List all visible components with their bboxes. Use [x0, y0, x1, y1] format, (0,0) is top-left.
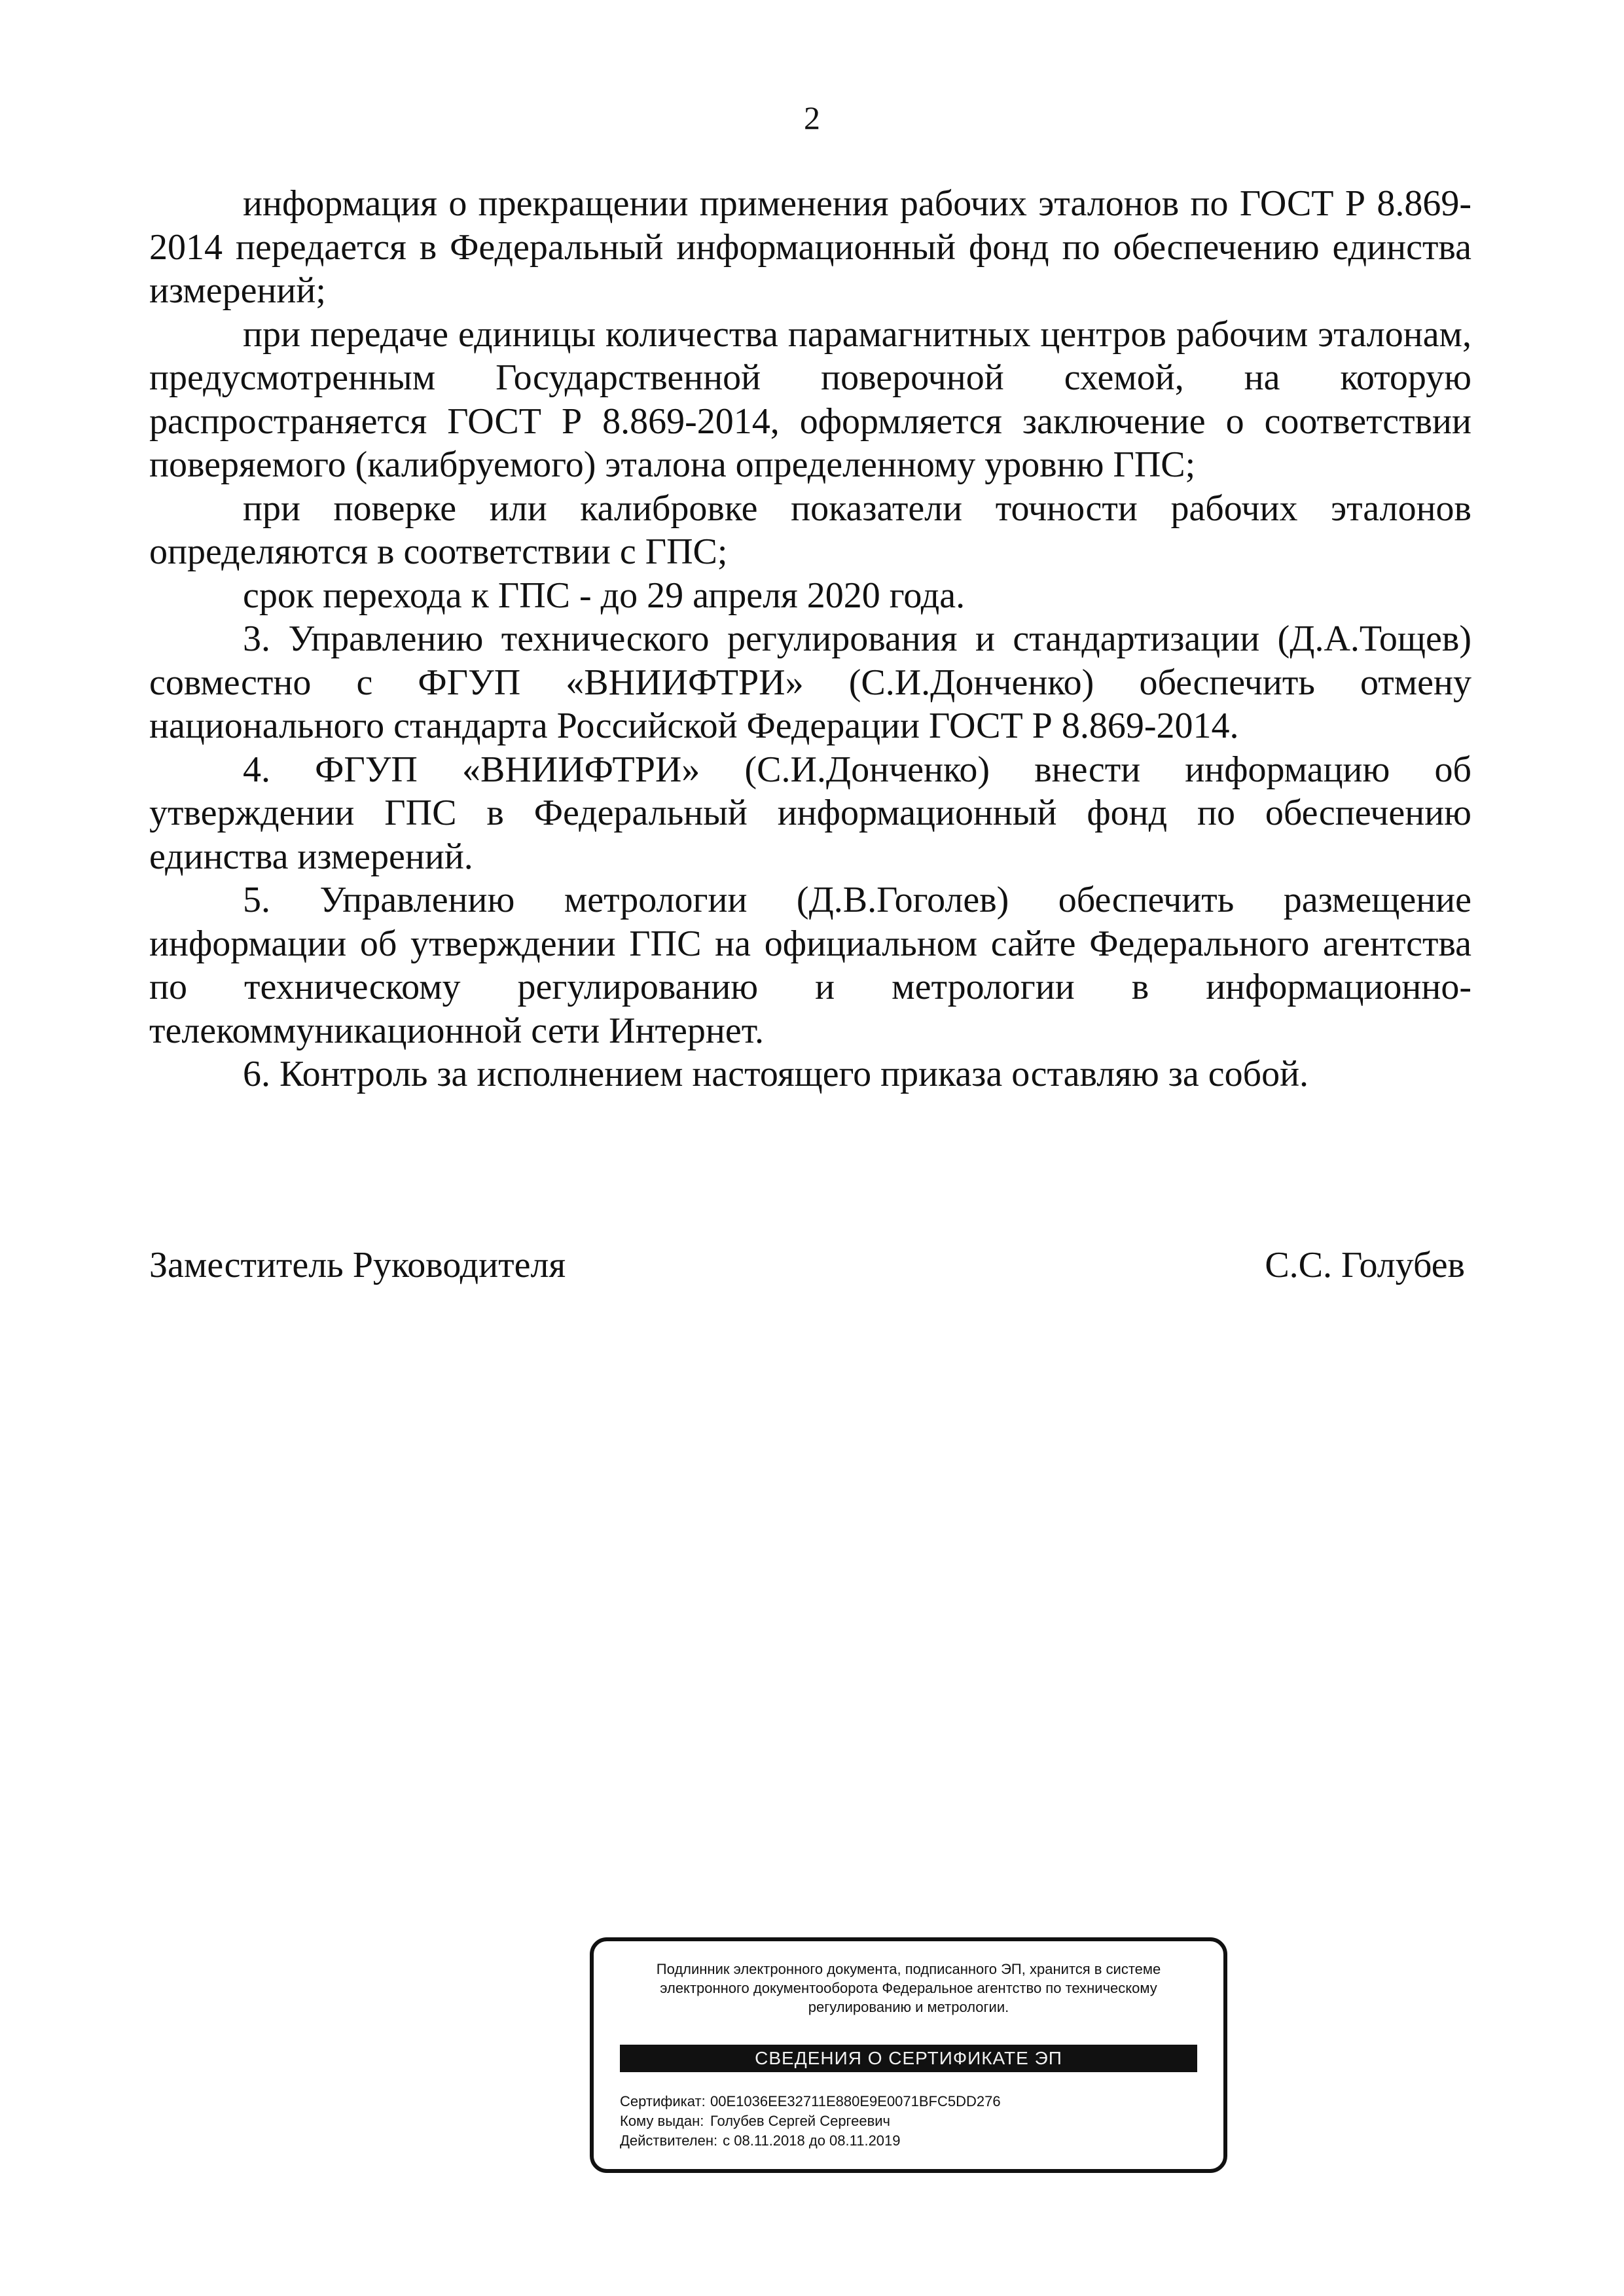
issued-to-value: Голубев Сергей Сергеевич: [710, 2113, 891, 2129]
certificate-value: 00E1036EE32711E880E9E0071BFC5DD276: [710, 2093, 1001, 2109]
issued-to-row: [620, 2111, 1001, 2131]
validity-row: [620, 2131, 1001, 2151]
paragraph: при поверке или калибровке показатели точности рабочих эталонов определяются в соответствии с ГПС;: [149, 488, 1471, 572]
certificate-details: [620, 2092, 1001, 2151]
validity-value: с 08.11.2018 до 08.11.2019: [723, 2132, 901, 2149]
issued-to-label: Кому выдан:: [620, 2113, 704, 2129]
validity-label: Действителен:: [620, 2132, 718, 2149]
document-body: [149, 182, 1471, 1096]
paragraph: 5. Управлению метрологии (Д.В.Гоголев) обеспечить размещение информации об утверждении ГПС на официальном сайте Федерального агентства по техническому регулированию и метрологии в информационно-телекоммуникационной сети Интернет.: [149, 880, 1471, 1051]
signatory-position: Заместитель Руководителя: [149, 1245, 566, 1285]
stamp-notice: Подлинник электронного документа, подписанного ЭП, хранится в системе электронного документооборота Федеральное агентство по техническому регулированию и метрологии.: [656, 1961, 1161, 2015]
paragraph: 6. Контроль за исполнением настоящего приказа оставляю за собой.: [243, 1054, 1309, 1094]
paragraph: при передаче единицы количества парамагнитных центров рабочим эталонам, предусмотренным Государственной поверочной схемой, на которую распространяется ГОСТ Р 8.869-2014, оформляется заключение о соответствии поверяемого (калибруемого) эталона определенному уровню ГПС;: [149, 314, 1471, 485]
paragraph: информация о прекращении применения рабочих эталонов по ГОСТ Р 8.869-2014 передается в Федеральный информационный фонд по обеспечению единства измерений;: [149, 183, 1471, 311]
certificate-label: Сертификат:: [620, 2093, 706, 2109]
certificate-row: [620, 2092, 1001, 2111]
electronic-signature-stamp: [590, 1937, 1227, 2173]
paragraph: 3. Управлению технического регулирования и стандартизации (Д.А.Тощев) совместно с ФГУП «ВНИИФТРИ» (С.И.Донченко) обеспечить отмену национального стандарта Российской Федерации ГОСТ Р 8.869-2014.: [149, 619, 1471, 746]
paragraph: 4. ФГУП «ВНИИФТРИ» (С.И.Донченко) внести информацию об утверждении ГПС в Федеральный информационный фонд по обеспечению единства измерений.: [149, 749, 1471, 877]
page-number: 2: [804, 99, 820, 136]
paragraph: срок перехода к ГПС - до 29 апреля 2020 года.: [243, 575, 965, 616]
stamp-header: СВЕДЕНИЯ О СЕРТИФИКАТЕ ЭП: [620, 2045, 1197, 2072]
signatory-name: С.С. Голубев: [1265, 1245, 1465, 1285]
signature-block: [149, 1244, 1465, 1287]
